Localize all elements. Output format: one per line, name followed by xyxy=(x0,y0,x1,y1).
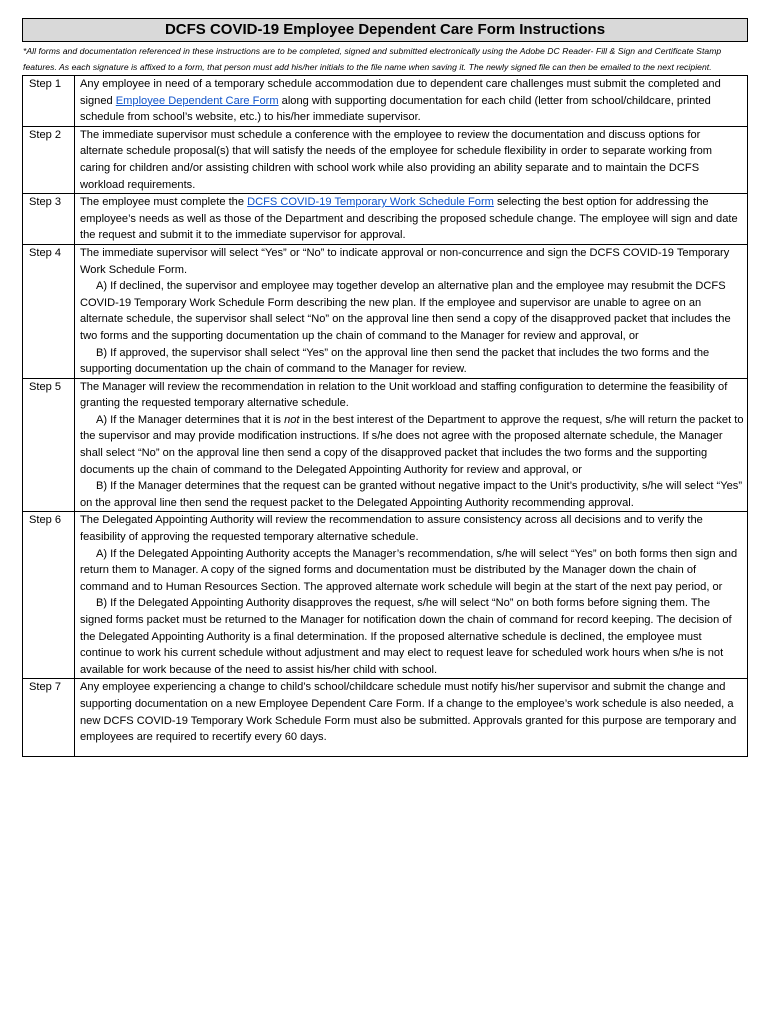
step-5-option-b: B) If the Manager determines that the request can be granted without negative impact to the Unit’s productivity, s/he will select “Yes” on the approval line then send the request packet to the Delegated Appointing Authority recommending approval. xyxy=(80,480,743,509)
employee-dependent-care-form-link[interactable]: Employee Dependent Care Form xyxy=(115,94,279,107)
table-row xyxy=(23,244,748,378)
step-4-option-a: A) If declined, the supervisor and employee may together develop an alternative plan and the employee may resubmit the DCFS COVID-19 Temporary Work Schedule Form describing the new plan. If the employee and supervisor are unable to agree on an alternate schedule, the supervisor shall select “No” on the approval line then send a copy of the disapproved packet that includes the two forms and the supporting documentation up the chain of command to the Manager for review and approval, or xyxy=(80,280,731,342)
step-6-intro: The Delegated Appointing Authority will review the recommendation to assure consistency across all decisions and to verify the feasibility of approving the requested temporary alternative schedule. xyxy=(80,514,703,544)
step-1-text xyxy=(75,76,748,127)
step-2-text: The immediate supervisor must schedule a conference with the employee to review the documentation and discuss options for alternate schedule proposal(s) that will satisfy the needs of the employee for schedule flexibility in order to separate working from caring for children and/or assisting children with school work while also providing an ability separate and to maintain the DCFS workload requirements. xyxy=(75,126,748,193)
table-row xyxy=(23,194,748,245)
step-5-a-post: in the best interest of the Department to approve the request, s/he will return the packet to the supervisor and may provide modification instructions. If s/he does not agree with the proposed alternate schedule, the Manager shall select “No” on the approval line then send a copy of the disapproved packet that includes the two forms and the supporting documents up the chain of command to the Delegated Appointing Authority for review and approval, or xyxy=(80,413,744,476)
step-5-option-a xyxy=(80,412,744,478)
table-row xyxy=(23,512,748,679)
step-4-intro: The immediate supervisor will select “Yes” or “No” to indicate approval or non-concurrence and sign the DCFS COVID-19 Temporary Work Schedule Form. xyxy=(80,246,730,276)
step-label: Step 7 xyxy=(23,679,75,757)
step-label: Step 2 xyxy=(23,126,75,193)
step-4-option-b: B) If approved, the supervisor shall select “Yes” on the approval line then send the packet that includes the two forms and the supporting documentation up the chain of command to the Manager for review. xyxy=(80,346,710,376)
table-row xyxy=(23,378,748,512)
step-1-pre: Any employee in need of a temporary schedule accommodation due to dependent care challenges must submit the completed and signed xyxy=(80,78,721,107)
step-4-text xyxy=(75,244,748,378)
document xyxy=(22,18,748,757)
step-label: Step 6 xyxy=(23,512,75,679)
step-5-intro: The Manager will review the recommendation in relation to the Unit workload and staffing configuration to determine the feasibility of granting the requested temporary alternative schedule. xyxy=(80,380,728,410)
step-6-text xyxy=(75,512,748,679)
step-6-option-b: B) If the Delegated Appointing Authority disapproves the request, s/he will select “No” on both forms before signing them. The signed forms packet must be returned to the Manager for notification down the chain of command for record keeping. The decision of the Delegated Appointing Authority is a final determination. If the proposed alternative schedule is declined, the employee must continue to work his current schedule without adjustment and may elect to request leave for scheduled work hours when s/he is not available for work because of the need to assist his/her child with school. xyxy=(80,597,732,676)
step-label: Step 3 xyxy=(23,194,75,245)
step-label: Step 4 xyxy=(23,244,75,378)
table-row xyxy=(23,76,748,127)
step-3-pre: The employee must complete the xyxy=(80,196,248,209)
temporary-work-schedule-form-link[interactable]: DCFS COVID-19 Temporary Work Schedule Form xyxy=(247,196,494,209)
instructions-note: *All forms and documentation referenced in these instructions are to be completed, signed and submitted electronically using the Adobe DC Reader- Fill & Sign and Certificate Stamp features. As each signature is affixed to a form, that person must add his/her initials to the file name when saving it. The newly signed file can then be emailed to the next recipient. xyxy=(23,46,722,72)
step-label: Step 5 xyxy=(23,378,75,512)
step-label: Step 1 xyxy=(23,76,75,127)
step-1-post: along with supporting documentation for each child (letter from school/childcare, printed schedule from school’s website, etc.) to his/her immediate supervisor. xyxy=(80,94,711,124)
table-row xyxy=(23,679,748,757)
steps-table xyxy=(22,75,748,757)
table-row xyxy=(23,126,748,193)
step-6-option-a: A) If the Delegated Appointing Authority accepts the Manager’s recommendation, s/he will select “Yes” on both forms then sign and return them to Manager. A copy of the signed forms and documentation must be distributed by the Manager down the chain of command and to Human Resources Section. The approved alternate work schedule will begin at the start of the next pay period, or xyxy=(80,547,738,593)
document-title: DCFS COVID-19 Employee Dependent Care Form Instructions xyxy=(22,18,748,42)
step-3-post: selecting the best option for addressing the employee’s needs as well as those of the Department and describing the proposed schedule change. The employee will sign and date the request and submit it to the immediate supervisor for approval. xyxy=(80,196,738,242)
step-3-text xyxy=(75,194,748,245)
step-5-a-pre: A) If the Manager determines that it is xyxy=(96,413,285,426)
step-5-text xyxy=(75,378,748,512)
step-7-text: Any employee experiencing a change to child’s school/childcare schedule must notify his/her supervisor and submit the change and supporting documentation on a new Employee Dependent Care Form. If a change to the employee’s work schedule is also needed, a new DCFS COVID-19 Temporary Work Schedule Form must also be submitted. Approvals granted for this purpose are temporary and employees are required to recertify every 60 days. xyxy=(75,679,748,757)
step-5-a-emphasis: not xyxy=(284,413,300,426)
